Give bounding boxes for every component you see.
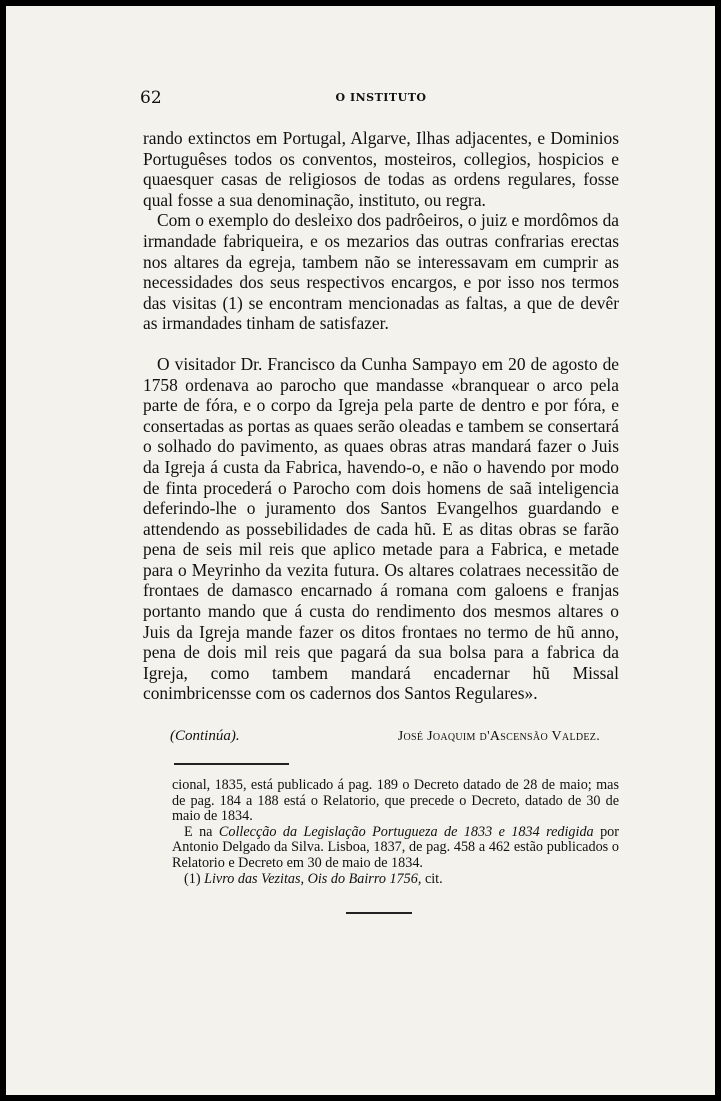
footnote-1-tail: , cit. [417,870,443,887]
footnote-collection [172,825,619,872]
footnote-collection-title: Collecção da Legislação Portugueza de 1833 e 1834 redigida [218,823,594,840]
paragraph-2: Com o exemplo do desleixo dos padrôeiros, o juiz e mordômos da irmandade fabriqueira, e os mezarios das outras confrarias erectas nos altares da egreja, tambem não se interessavam em cumprir as necessidades dos seus respectivos encargos, e por isso nos termos das visitas (1) se encontram mencionadas as faltas, a que de devêr as irmandades tinham de satisfazer. [143,210,619,334]
footnote-1-title: Livro das Vezitas, Ois do Bairro 1756 [204,870,418,887]
paragraph-3: O visitador Dr. Francisco da Cunha Sampayo em 20 de agosto de 1758 ordenava ao parocho que mandasse «branquear o arco pela parte de fóra, e o corpo da Igreja pela parte de dentro e por fóra, e consertadas as portas as quaes serão oleadas e tambem se consertará o solhado do pavimento, as quaes obras atras mandará fazer o Juis da Igreja á custa da Fabrica, havendo-o, e não o havendo por modo de finta procederá o Parocho com dois homens de saã inteligencia deferindo-lhe o juramento dos Santos Evangelhos guardando e attendendo as possebilidades de cada hũ. E as ditas obras se farão pena de seis mil reis que aplico metade para a Fabrica, e metade para o Meyrinho da vezita futura. Os altares colatraes necessitão de frontaes de damasco encarnado á romana com galoens e franjas portanto mando que á custa do rendimento dos mesmos altares o Juis da Igreja mande fazer os ditos frontaes no termo de hũ anno, pena de dois mil reis que pagará da sua bolsa para a fabrica da Igreja, como tambem mandará encadernar hũ Missal conimbricensse com os cadernos dos Santos Regulares». [143,353,619,704]
end-rule [346,912,412,914]
continua-label: (Continúa). [170,728,240,744]
signature-line [170,728,600,748]
page-number: 62 [140,88,162,108]
footnote-1 [172,872,619,888]
footnote-1-number: (1) [184,870,205,887]
footnote-continuation: cional, 1835, está publicado á pag. 189 o Decreto datado de 28 de maio; mas de pag. 184 a 188 está o Relatorio, que precede o Decreto, datado de 30 de maio de 1834. [172,777,619,825]
footnote-collection-rest: por Antonio Delgado da Silva. Lisboa, 1837, de pag. 458 a 462 estão publicados o Relatorio e Decreto em 30 de maio de 1834. [172,823,619,871]
paragraph-1: rando extinctos em Portugal, Algarve, Ilhas adjacentes, e Dominios Portuguêses todos os conventos, mosteiros, collegios, hospicios e quaesquer casas de religiosos de todas as ordens regulares, fosse qual fosse a sua denominação, instituto, ou regra. [143,128,619,210]
footnote-collection-lead: E na [184,823,219,840]
page-header [140,88,622,110]
footnotes [172,778,619,887]
author-name: José Joaquim d'Ascensão Valdez. [397,729,600,744]
running-title: O INSTITUTO [335,91,427,104]
document-page [6,6,715,1095]
footnote-separator [174,763,289,765]
body-text [143,128,619,704]
